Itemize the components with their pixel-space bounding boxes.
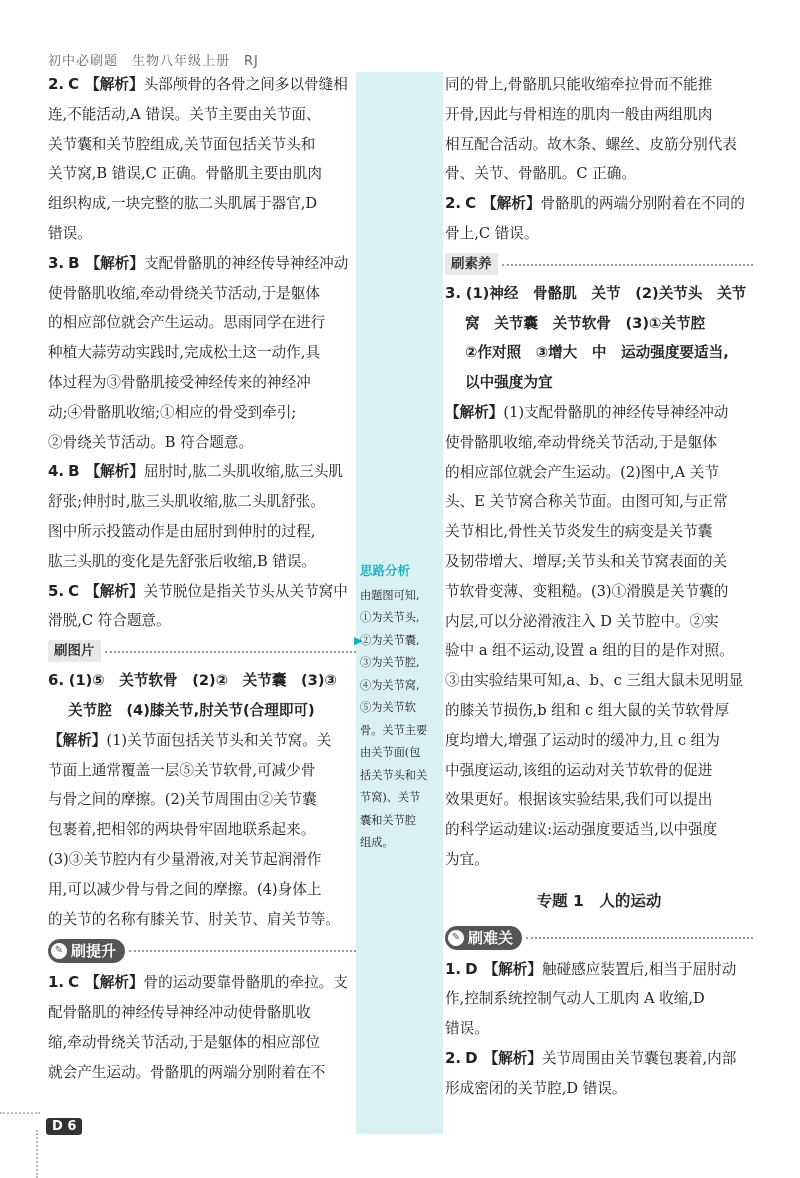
text-line: 关节窝,B 错误,C 正确。骨骼肌主要由肌肉 (48, 165, 322, 183)
text-line: 包裹着,把相邻的两块骨牢固地联系起来。 (48, 821, 316, 839)
text-line: 用,可以减少骨与骨之间的摩擦。(4)身体上 (48, 880, 322, 898)
item-number: 6. (48, 671, 65, 690)
running-header: 初中必刷题 生物八年级上册 RJ (48, 54, 259, 69)
text-line: 关节囊和关节腔组成,关节面包括关节头和 (48, 135, 316, 153)
answer-line: (1)神经 骨骼肌 关节 (2)关节头 关节 (465, 284, 747, 302)
text-line: 关节脱位是指关节头从关节窝中 (143, 582, 348, 600)
text-line: 作,控制系统控制气动人工肌肉 A 收缩,D (445, 990, 705, 1008)
answer-letter: C (68, 581, 80, 600)
item-number: 3. (445, 283, 462, 302)
right-column (445, 70, 753, 1104)
side-line: 由题图可知, (360, 588, 420, 602)
hard-item-1 (445, 955, 753, 1044)
text-line: 支配骨骼肌的神经传导神经冲动 (143, 254, 349, 272)
item-number: 1. (48, 973, 65, 992)
section-header-improve (48, 936, 356, 966)
analysis-tag: 【解析】 (483, 1049, 542, 1067)
answer-letter: C (68, 973, 80, 992)
text-line: 骨上,C 错误。 (445, 224, 539, 242)
item-number: 3. (48, 253, 65, 272)
brush-icon: ✎ (51, 943, 67, 959)
section-header-hard (445, 923, 753, 953)
improve-item-1 (48, 968, 356, 1087)
text-line: 缩,牵动骨绕关节活动,于是躯体的相应部位 (48, 1033, 320, 1051)
side-line: 由关节面(包 (360, 746, 421, 759)
answer-line: (1)⑤ 关节软骨 (2)② 关节囊 (3)③ (68, 672, 337, 690)
text-line: ②骨绕关节活动。B 符合题意。 (48, 433, 254, 451)
page-number: D 6 (46, 1118, 82, 1135)
text-line: 使骨骼肌收缩,牵动骨绕关节活动,于是躯体 (445, 433, 717, 451)
analysis-tag: 【解析】 (85, 974, 144, 992)
side-note (360, 560, 440, 855)
text-line: 种植大蒜劳动实践时,完成松土这一动作,具 (48, 344, 320, 362)
text-line: 验中 a 组不运动,设置 a 组的目的是作对照。 (445, 642, 734, 660)
text-line: 关节相比,骨性关节炎发生的病变是关节囊 (445, 523, 713, 541)
side-line: ③为关节腔, (360, 656, 420, 669)
text-line: 配骨骼肌的神经传导神经冲动使骨骼肌收 (48, 1004, 311, 1022)
item-number: 5. (48, 581, 65, 600)
corner-dotted-line (36, 1130, 38, 1178)
side-line: ⑤为关节软 (360, 701, 416, 714)
text-line: (1)关节面包括关节头和关节窝。关 (106, 731, 332, 749)
text-line: 节面上通常覆盖一层⑤关节软骨,可减少骨 (48, 761, 316, 779)
section-pill (48, 939, 125, 963)
answer-item-4 (48, 457, 356, 576)
answer-line: 窝 关节囊 关节软骨 (3)①关节腔 (465, 314, 706, 332)
item-number: 2. (48, 75, 65, 93)
text-line: 错误。 (445, 1020, 489, 1038)
section-label: 刷素养 (445, 253, 498, 275)
item-number: 1. (445, 959, 462, 978)
text-line: 触碰感应装置后,相当于屈肘动 (541, 960, 737, 978)
section-pill (445, 926, 522, 950)
dotted-divider (502, 264, 754, 266)
text-line: 动;④骨骼肌收缩;①相应的骨受到牵引; (48, 403, 297, 421)
answer-letter: D (465, 959, 478, 978)
text-line: 体过程为③骨骼肌接受神经传来的神经冲 (48, 373, 311, 391)
pointer-arrow-icon: ▶ (354, 634, 363, 647)
text-line: 使骨骼肌收缩,牵动骨绕关节活动,于是躯体 (48, 284, 320, 302)
answer-item-3 (48, 249, 356, 458)
improve-item-1-continued (445, 70, 753, 189)
dotted-divider (129, 950, 356, 952)
text-line: 效果更好。根据该实验结果,我们可以提出 (445, 791, 713, 809)
dotted-divider (105, 651, 357, 653)
side-line: 括关节头和关 (360, 768, 428, 782)
text-line: 图中所示投篮动作是由屈肘到伸肘的过程, (48, 522, 316, 540)
answer-item-2 (48, 70, 356, 249)
text-line: 就会产生运动。骨骼肌的两端分别附着在不 (48, 1063, 326, 1081)
answer-letter: C (465, 194, 477, 213)
text-line: 内层,可以分泌滑液注入 D 关节腔中。②实 (445, 612, 719, 630)
section-label: 刷难关 (468, 928, 514, 947)
answer-line: 以中强度为宜 (465, 374, 553, 392)
item-number: 4. (48, 462, 65, 481)
analysis-tag: 【解析】 (85, 463, 144, 481)
text-line: 骨骼肌的两端分别附着在不同的 (540, 195, 745, 213)
text-line: 的膝关节损伤,b 组和 c 组大鼠的关节软骨厚 (445, 701, 730, 719)
text-line: 度均增大,增强了运动时的缓冲力,且 c 组为 (445, 731, 720, 749)
answer-letter: D (465, 1048, 478, 1067)
text-line: 的科学运动建议:运动强度要适当,以中强度 (445, 821, 718, 839)
side-line: ①为关节头, (360, 611, 420, 624)
dotted-divider (526, 937, 753, 939)
side-line: ②为关节囊, (360, 633, 420, 647)
analysis-tag: 【解析】 (85, 254, 144, 272)
side-line: 囊和关节腔 (360, 813, 416, 827)
side-note-title: 思路分析 (360, 563, 411, 578)
answer-line: ②作对照 ③增大 中 运动强度要适当, (465, 344, 729, 362)
answer-letter: C (68, 75, 80, 93)
analysis-tag: 【解析】 (482, 195, 541, 213)
improve-item-2 (445, 189, 753, 249)
text-line: 舒张;伸肘时,肱三头肌收缩,肱二头肌舒张。 (48, 493, 325, 511)
section-header-pictures (48, 638, 356, 664)
text-line: 与骨之间的摩擦。(2)关节周围由②关节囊 (48, 791, 317, 809)
text-line: 关节周围由关节囊包裹着,内部 (541, 1049, 737, 1067)
section-header-literacy (445, 251, 753, 277)
answer-line: 关节腔 (4)膝关节,肘关节(合理即可) (68, 701, 315, 719)
hard-item-2 (445, 1044, 753, 1104)
text-line: 骨、关节、骨骼肌。C 正确。 (445, 165, 636, 183)
text-line: 节软骨变薄、变粗糙。(3)①滑膜是关节囊的 (445, 582, 729, 600)
text-line: 的相应部位就会产生运动。思雨同学在进行 (48, 314, 326, 332)
text-line: 滑脱,C 符合题意。 (48, 612, 171, 630)
answer-letter: B (68, 253, 80, 272)
left-column (48, 70, 356, 1088)
text-line: 同的骨上,骨骼肌只能收缩牵拉骨而不能推 (445, 76, 713, 93)
text-line: 组织构成,一块完整的肱二头肌属于器官,D (48, 195, 318, 213)
side-line: 节窝)、关节 (360, 791, 421, 804)
brush-icon: ✎ (448, 930, 464, 946)
text-line: 中强度运动,该组的运动对关节软骨的促进 (445, 761, 713, 779)
text-line: 连,不能活动,A 错误。关节主要由关节面、 (48, 105, 321, 123)
analysis-tag: 【解析】 (48, 731, 107, 749)
text-line: 错误。 (48, 224, 92, 242)
side-line: 组成。 (360, 836, 394, 849)
section-label: 刷图片 (48, 640, 101, 662)
text-line: 头、E 关节窝合称关节面。由图可知,与正常 (445, 493, 728, 511)
text-line: 开骨,因此与骨相连的肌肉一般由两组肌肉 (445, 105, 713, 123)
item-number: 2. (445, 194, 462, 213)
text-line: 肱三头肌的变化是先舒张后收缩,B 错误。 (48, 552, 317, 570)
analysis-tag: 【解析】 (85, 582, 144, 600)
answer-letter: B (68, 462, 80, 481)
text-line: 屈肘时,肱二头肌收缩,肱三头肌 (143, 463, 343, 481)
text-line: 为宜。 (445, 850, 489, 868)
text-line: 相互配合活动。故木条、螺丝、皮筋分别代表 (445, 135, 737, 153)
analysis-tag: 【解析】 (445, 403, 504, 421)
answer-item-5 (48, 577, 356, 637)
text-line: 及韧带增大、增厚;关节头和关节窝表面的关 (445, 552, 728, 570)
text-line: (3)③关节腔内有少量滑液,对关节起润滑作 (48, 850, 322, 868)
analysis-sidebar (356, 72, 443, 1134)
side-line: ④为关节窝, (360, 678, 420, 692)
text-line: (1)支配骨骼肌的神经传导神经冲动 (503, 403, 729, 421)
analysis-tag: 【解析】 (85, 76, 144, 93)
topic-heading: 专题 1 人的运动 (536, 891, 662, 910)
section-label: 刷提升 (71, 942, 117, 961)
text-line: 骨的运动要靠骨骼肌的牵拉。支 (143, 974, 348, 992)
literacy-item-3 (445, 279, 753, 875)
text-line: 的相应部位就会产生运动。(2)图中,A 关节 (445, 463, 719, 481)
item-number: 2. (445, 1048, 462, 1067)
text-line: 头部颅骨的各骨之间多以骨缝相 (143, 76, 348, 93)
text-line: 形成密闭的关节腔,D 错误。 (445, 1079, 627, 1097)
text-line: ③由实验结果可知,a、b、c 三组大鼠未见明显 (445, 672, 744, 690)
text-line: 的关节的名称有膝关节、肘关节、肩关节等。 (48, 910, 340, 928)
side-line: 骨。关节主要 (360, 723, 428, 737)
answer-item-6 (48, 666, 356, 934)
analysis-tag: 【解析】 (483, 960, 542, 978)
corner-dotted-line (0, 1112, 40, 1114)
